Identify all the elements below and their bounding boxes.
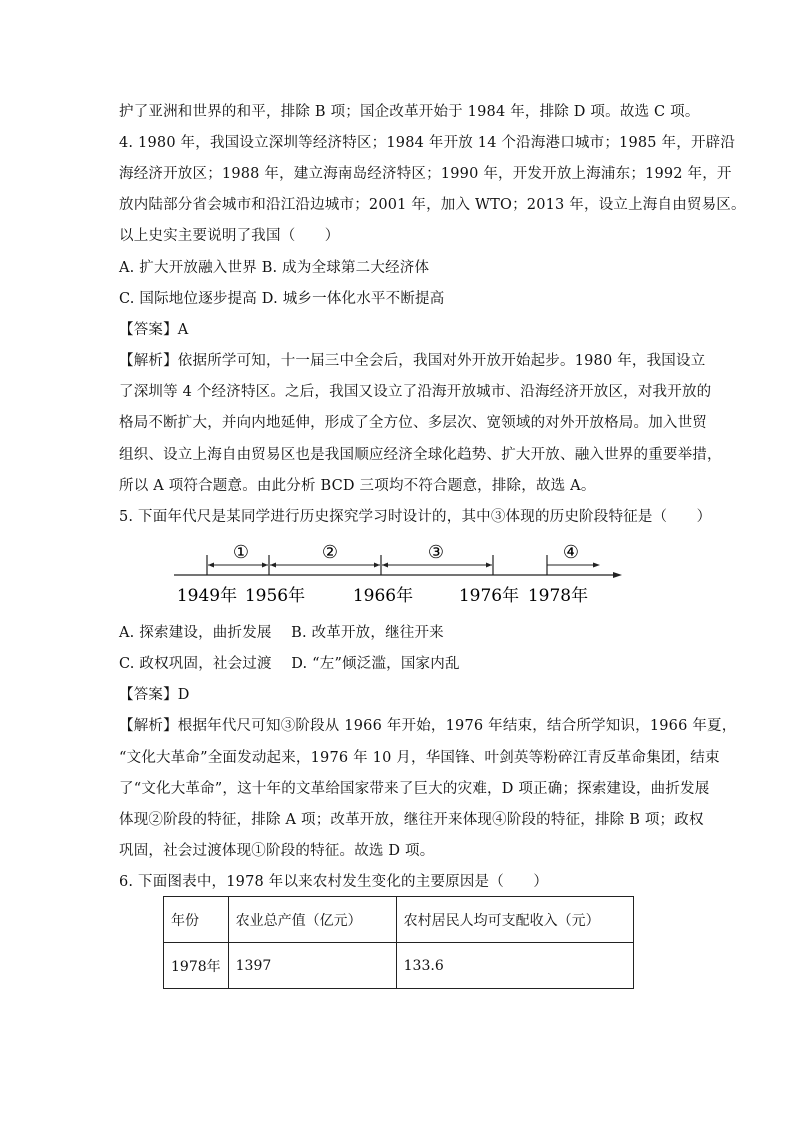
answer-label: 【答案】D [119, 687, 190, 703]
analysis-line: “文化大革命”全面发动起来，1976 年 10 月，华国锋、叶剑英等粉碎江青反革命集团，结束 [119, 750, 720, 766]
options-line: C. 政权巩固，社会过渡 D. “左”倾泛滥，国家内乱 [119, 656, 460, 672]
table-cell: 133.6 [396, 943, 633, 989]
segment-label: ④ [562, 542, 580, 563]
year-label: 1956年 [244, 586, 306, 606]
table-cell: 1978年 [164, 943, 229, 989]
data-table [163, 896, 634, 989]
segment-label: ② [321, 542, 339, 563]
timeline-figure [170, 532, 630, 612]
year-label: 1966年 [352, 586, 414, 606]
table-header-cell: 农村居民人均可支配收入（元） [396, 897, 633, 943]
year-label: 1976年 [458, 586, 520, 606]
table-header-row [164, 897, 634, 943]
text-line: 放内陆部分省会城市和沿江沿边城市；2001 年，加入 WTO；2013 年，设立上海自由贸易区。 [119, 197, 746, 213]
analysis-line: 所以 A 项符合题意。由此分析 BCD 三项均不符合题意，排除，故选 A。 [119, 478, 596, 494]
analysis-line: 【解析】根据年代尺可知③阶段从 1966 年开始，1976 年结束，结合所学知识，1966 年夏， [119, 718, 737, 734]
segment-label: ① [232, 542, 250, 563]
options-line: A. 扩大开放融入世界 B. 成为全球第二大经济体 [119, 260, 430, 276]
table-header-cell: 农业总产值（亿元） [228, 897, 396, 943]
table-row [164, 943, 634, 989]
analysis-line: 格局不断扩大，并向内地延伸，形成了全方位、多层次、宽领域的对外开放格局。加入世贸 [119, 415, 707, 431]
answer-label: 【答案】A [119, 322, 189, 338]
year-label: 1949年 [176, 586, 238, 606]
text-line: 以上史实主要说明了我国（ ） [119, 228, 340, 244]
analysis-line: 体现②阶段的特征，排除 A 项；改革开放，继往开来体现④阶段的特征，排除 B 项；政权 [119, 812, 704, 828]
table-cell: 1397 [228, 943, 396, 989]
question-6-stem: 6. 下面图表中，1978 年以来农村发生变化的主要原因是（ ） [119, 874, 549, 890]
options-line: A. 探索建设，曲折发展 B. 改革开放，继往开来 [119, 625, 444, 641]
analysis-line: 巩固，社会过渡体现①阶段的特征。故选 D 项。 [119, 843, 435, 859]
year-label: 1978年 [527, 586, 589, 606]
segment-label: ③ [427, 542, 445, 563]
text-line: 护了亚洲和世界的和平，排除 B 项；国企改革开始于 1984 年，排除 D 项。故选 C 项。 [119, 104, 700, 120]
analysis-line: 了深圳等 4 个经济特区。之后，我国又设立了沿海开放城市、沿海经济开放区，对我开放的 [119, 384, 712, 400]
text-line: 海经济开放区；1988 年，建立海南岛经济特区；1990 年，开发开放上海浦东；1992 年，开 [119, 166, 732, 182]
question-4-stem: 4. 1980 年，我国设立深圳等经济特区；1984 年开放 14 个沿海港口城市；1985 年，开辟沿 [119, 135, 736, 151]
analysis-line: 【解析】依据所学可知，十一届三中全会后，我国对外开放开始起步。1980 年，我国设立 [119, 353, 706, 369]
question-5-stem: 5. 下面年代尺是某同学进行历史探究学习时设计的，其中③体现的历史阶段特征是（ ） [119, 509, 712, 525]
analysis-line: 了“文化大革命”，这十年的文革给国家带来了巨大的灾难，D 项正确；探索建设，曲折发展 [119, 781, 710, 797]
analysis-line: 组织、设立上海自由贸易区也是我国顺应经济全球化趋势、扩大开放、融入世界的重要举措， [119, 447, 722, 463]
options-line: C. 国际地位逐步提高 D. 城乡一体化水平不断提高 [119, 291, 445, 307]
table-header-cell: 年份 [164, 897, 229, 943]
